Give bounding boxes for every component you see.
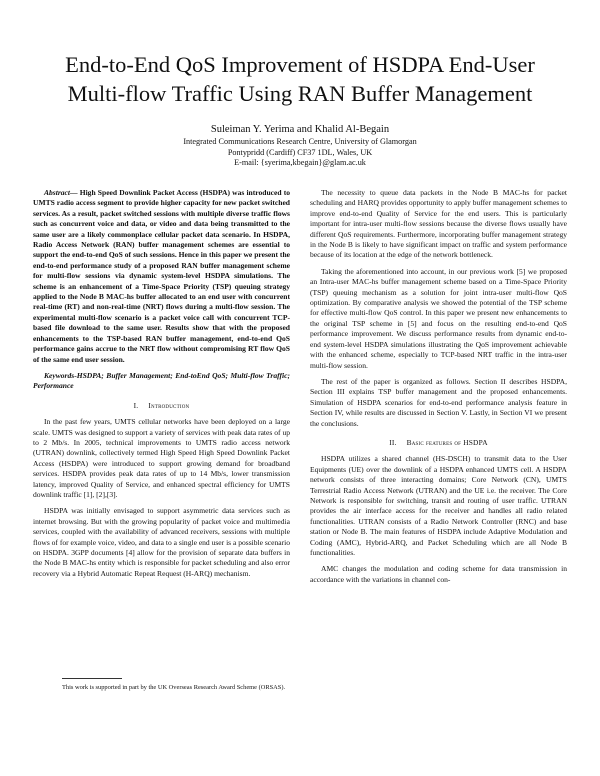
section-title: Basic features of HSDPA [406, 437, 488, 447]
section-heading-introduction [33, 401, 290, 411]
intro-paragraph-3: The necessity to queue data packets in the Node B MAC-hs for packet scheduling and HARQ provides opportunity to apply buffer management schemes to improve end-to-end Quality of Service for the end users. This is particularly important for intra-user multi-flow sessions because the diverse flows usually have different QoS requirements. Furthermore, incorporating buffer management strategy in the Node B is likely to have significant impact on traffic and system performance because of its location at the edge of the network bottleneck. [310, 188, 567, 260]
hsdpa-paragraph-2: AMC changes the modulation and coding scheme for data transmission in accordance with the variations in channel con- [310, 564, 567, 584]
section-title: Introduction [148, 400, 190, 410]
abstract [33, 188, 290, 365]
footnote-divider [62, 678, 122, 679]
left-column [33, 188, 290, 585]
affiliation-address: Pontypridd (Cardiff) CF37 1DL, Wales, UK [227, 147, 373, 157]
intro-paragraph-2: HSDPA was initially envisaged to support asymmetric data services such as internet browsing. But with the growing popularity of packet voice and multimedia services, coupled with the availability of advanced receivers, sessions with multiple flows of for example voice, video, and data to a single end user is a possible scenario on HSDPA. 3GPP documents [4] allow for the provision of separate data buffers in the Node B MAC-hs entity which is responsible for packet scheduling and also error recovery via a Hybrid Automatic Repeat Request (H-ARQ) mechanism. [33, 506, 290, 578]
section-number: II. [389, 437, 397, 447]
affiliation-institution: Integrated Communications Research Centre, University of Glamorgan [183, 137, 417, 146]
footnote: This work is supported in part by the UK Overseas Research Award Scheme (ORSAS). [62, 684, 286, 691]
affiliation-email: E-mail: {syerima,kbegain}@glam.ac.uk [234, 158, 366, 168]
paper-authors: Suleiman Y. Yerima and Khalid Al-Begain [210, 124, 390, 135]
abstract-body: — High Speed Downlink Packet Access (HSDPA) was introduced to UMTS radio access segment to provide higher capacity for new packet switched services. As a result, packet switched sessions with multiple diverse traffic flows such as concurrent voice and data, or video and data being transmitted to the same user are a likely commonplace cellular packet data scenario. In HSDPA, Radio Access Network (RAN) buffer management schemes are essential to support the end-to-end QoS of such sessions. Hence in this paper we present the end-to-end performance study of a proposed RAN buffer management scheme for multi-flow sessions via dynamic system-level HSDPA simulations. The scheme is an enhancement of a Time-Space Priority (TSP) queuing strategy applied to the Node B MAC-hs buffer allocated to an end user with concurrent real-time (RT) and non-real-time (NRT) flows during a multi-flow session. The experimental multi-flow scenario is a packet voice call with concurrent TCP-based file download to the same user. Results show that with the proposed enhancements to the TSP-based RAN buffer management, end-to-end QoS performance gains accrue to the NRT flow without compromising RT flow QoS of the same end user session. [33, 188, 290, 364]
intro-paragraph-5: The rest of the paper is organized as follows. Section II describes HSDPA, Section III explains TSP buffer management and the proposed enhancements. Simulation of HSDPA scenarios for end-to-end performance analysis feature in Section IV, while results are discussed in Section V. Lastly, in Section VI we present the conclusions. [310, 376, 567, 428]
keywords: Keywords-HSDPA; Buffer Management; End-toEnd QoS; Multi-flow Traffic; Performance [33, 370, 290, 391]
intro-paragraph-4: Taking the aforementioned into account, in our previous work [5] we proposed an Intra-user MAC-hs buffer management scheme based on a Time-Space Priority (TSP) queuing mechanism as a solution for joint intra-user multi-flow QoS optimization. By comparative analysis we showed the potential of the TSP scheme for effective multi-flow QoS control. In this paper we present new enhancements to the original TSP scheme in [5] and focus on the resulting end-to-end QoS performance improvement. We discuss performance results from dynamic end-to-end system-level HSDPA simulations illustrating the QoS improvement achievable with the enhanced scheme, especially to TCP-based NRT traffic in the intra-user multi-flow session. [310, 266, 567, 370]
abstract-lead: Abstract [44, 188, 70, 197]
intro-paragraph-1: In the past few years, UMTS cellular networks have been deployed on a large scale. UMTS was designed to support a variety of services with peak data rates of up to 2 Mb/s. In 2005, technical improvements to UMTS radio access network (UTRAN) downlink, collectively termed High Speed High Speed Downlink Packet Access (HSDPA) were introduced to support growing demand for broadband services. HSDPA provides peak data rates of up to 14 Mb/s, lower transmission latency, improved Quality of Service, and enhanced spectral efficiency for UMTS downlink traffic [1], [2],[3]. [33, 417, 290, 499]
right-column [310, 188, 567, 591]
paper-title: End-to-End QoS Improvement of HSDPA End-User Multi-flow Traffic Using RAN Buffer Management [65, 52, 535, 106]
hsdpa-paragraph-1: HSDPA utilizes a shared channel (HS-DSCH) to transmit data to the User Equipments (UE) over the downlink of a HSDPA enhanced UMTS cell. A HSDPA network consists of three interacting domains; Core Network (CN), UMTS Terrestrial Radio Access Network (UTRAN) and the UE i.e. the receiver. The Core Network is responsible for switching, transit and routing of user traffic. UTRAN provides the air interface access for the receiver and handles all radio related functionalities. UTRAN consists of a Radio Network Controller (RNC) and base station or Node B. The main features of HSDPA include Adaptive Modulation and Coding (AMC), Hybrid-ARQ, and Packet Scheduling which are all Node B functionalities. [310, 454, 567, 557]
author-affiliation [40, 137, 560, 169]
section-number: I. [133, 400, 139, 410]
section-heading-hsdpa [310, 438, 567, 448]
